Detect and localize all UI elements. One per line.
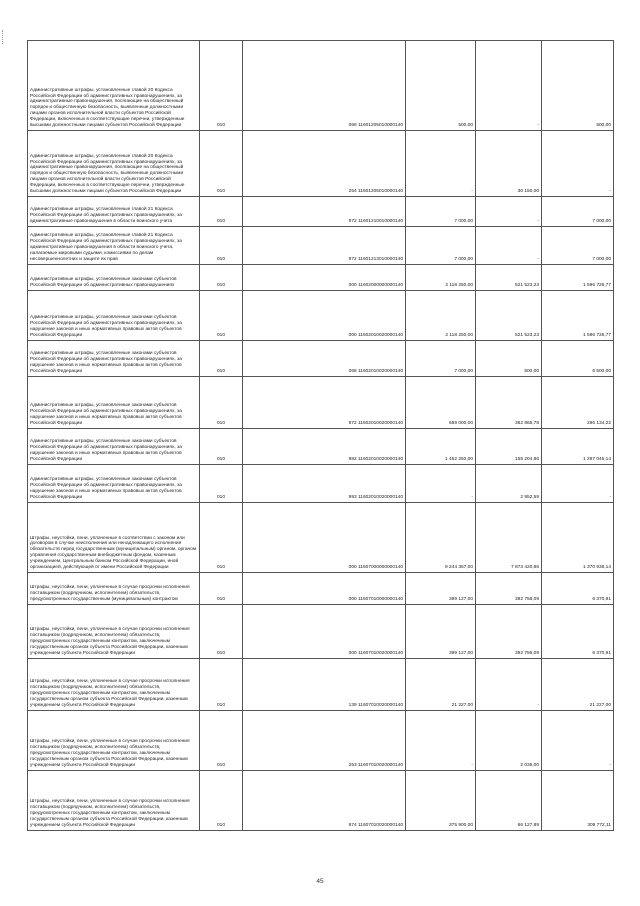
scan-mark (2, 30, 5, 44)
row-unexecuted-amount-cell: 6 370,91 (542, 605, 614, 659)
row-executed-amount-cell: 521 523,23 (476, 291, 542, 341)
table-row (28, 291, 614, 341)
row-budget-code-cell: 000 11602010020000140 (243, 291, 406, 341)
row-name-cell: Административные штрафы, установленные законами субъектов Российской Федерации об административных правонарушениях, за нарушение законов и иных нормативных правовых актов субъектов Российской Федерации (28, 341, 200, 377)
row-line-code-cell: 010 (200, 503, 243, 573)
table-row (28, 711, 614, 771)
table-row (28, 605, 614, 659)
row-approved-amount-cell: 7 000,00 (406, 197, 476, 227)
row-line-code-cell: 010 (200, 227, 243, 265)
row-line-code-cell: 010 (200, 341, 243, 377)
row-line-code-cell: 010 (200, 291, 243, 341)
row-unexecuted-amount-cell: 1 596 726,77 (542, 291, 614, 341)
row-budget-code-cell: 972 11601210010000140 (243, 197, 406, 227)
row-executed-amount-cell: 362 865,78 (476, 377, 542, 429)
row-budget-code-cell: 253 11607010020000140 (243, 711, 406, 771)
row-approved-amount-cell: 7 000,00 (406, 341, 476, 377)
row-unexecuted-amount-cell: 296 134,22 (542, 377, 614, 429)
row-unexecuted-amount-cell: 6 370,91 (542, 573, 614, 605)
row-executed-amount-cell: 392 756,09 (476, 573, 542, 605)
row-line-code-cell: 010 (200, 41, 243, 131)
row-name-cell: Штрафы, неустойки, пени, уплаченные в случае просрочки исполнения поставщиком (подрядчиком, исполнителем) обязательств, предусмотренных государственным контрактом, заключенным государственным органом субъекта Российской Федерации, казенным учреждением субъекта Российской Федерации (28, 605, 200, 659)
row-name-cell: Штрафы, неустойки, пени, уплаченные в случае просрочки исполнения поставщиком (подрядчиком, исполнителем) обязательств, предусмотренных государственным (муниципальным) контрактом (28, 573, 200, 605)
row-budget-code-cell: 000 11607010020000140 (243, 605, 406, 659)
row-approved-amount-cell: 399 127,00 (406, 573, 476, 605)
table-row (28, 771, 614, 831)
row-name-cell: Штрафы, неустойки, пени, уплаченные в случае просрочки исполнения поставщиком (подрядчиком, исполнителем) обязательств, предусмотренных государственным контрактом, заключенным государственным органом субъекта Российской Федерации, казенным учреждением субъекта Российской Федерации (28, 659, 200, 711)
row-approved-amount-cell: 7 000,00 (406, 227, 476, 265)
row-name-cell: Административные штрафы, установленные главой 20 Кодекса Российской Федерации об административных правонарушениях, за административные правонарушения, посягающие на общественный порядок и общественную безопасность, выявленные должностными лицами органов исполнительной власти субъектов Российской Федерации, включенных в соответствующие перечни, утвержденные высшими должностными лицами субъектов Российской Федерации (28, 41, 200, 131)
row-approved-amount-cell: 399 127,00 (406, 605, 476, 659)
row-executed-amount-cell: 7 873 420,86 (476, 503, 542, 573)
table-row (28, 341, 614, 377)
row-name-cell: Административные штрафы, установленные законами субъектов Российской Федерации об административных правонарушениях, за нарушение законов и иных нормативных правовых актов субъектов Российской Федерации (28, 291, 200, 341)
row-executed-amount-cell: 392 756,09 (476, 605, 542, 659)
table-row (28, 465, 614, 503)
row-budget-code-cell: 139 11607010020000140 (243, 659, 406, 711)
row-line-code-cell: 010 (200, 197, 243, 227)
row-unexecuted-amount-cell: 500,00 (542, 41, 614, 131)
table-row (28, 131, 614, 197)
row-executed-amount-cell: 155 204,86 (476, 429, 542, 465)
row-approved-amount-cell: 500,00 (406, 41, 476, 131)
table-row (28, 503, 614, 573)
row-name-cell: Административные штрафы, установленные главой 21 Кодекса Российской Федерации об административных правонарушениях, за административные правонарушения в области воинского учета (28, 197, 200, 227)
row-unexecuted-amount-cell: - (542, 131, 614, 197)
row-name-cell: Административные штрафы, установленные законами субъектов Российской Федерации об административных правонарушениях, за нарушение законов и иных нормативных правовых актов субъектов Российской Федерации (28, 429, 200, 465)
table-row (28, 197, 614, 227)
row-unexecuted-amount-cell: 21 227,00 (542, 659, 614, 711)
revenue-report-table (27, 40, 614, 831)
row-executed-amount-cell: 2 035,00 (476, 711, 542, 771)
row-line-code-cell: 010 (200, 771, 243, 831)
row-budget-code-cell: 972 11601213010000140 (243, 227, 406, 265)
row-line-code-cell: 010 (200, 659, 243, 711)
row-approved-amount-cell: 375 900,00 (406, 771, 476, 831)
row-name-cell: Штрафы, неустойки, пени, уплаченные в случае просрочки исполнения поставщиком (подрядчиком, исполнителем) обязательств, предусмотренных государственным контрактом, заключенным государственным органом субъекта Российской Федерации, казенным учреждением субъекта Российской Федерации (28, 771, 200, 831)
row-name-cell: Штрафы, неустойки, пени, уплаченные в случае просрочки исполнения поставщиком (подрядчиком, исполнителем) обязательств, предусмотренных государственным контрактом, заключенным государственным органом субъекта Российской Федерации, казенным учреждением субъекта Российской Федерации (28, 711, 200, 771)
row-approved-amount-cell: - (406, 711, 476, 771)
row-name-cell: Административные штрафы, установленные главой 21 Кодекса Российской Федерации об административных правонарушениях, за административные правонарушения в области воинского учета, налагаемые мировыми судьями, комиссиями по делам несовершеннолетних и защите их прав (28, 227, 200, 265)
row-executed-amount-cell: - (476, 197, 542, 227)
row-executed-amount-cell: 66 127,89 (476, 771, 542, 831)
row-line-code-cell: 010 (200, 377, 243, 429)
row-unexecuted-amount-cell: - (542, 711, 614, 771)
row-budget-code-cell: 254 11601205010000140 (243, 131, 406, 197)
row-line-code-cell: 010 (200, 131, 243, 197)
row-line-code-cell: 010 (200, 429, 243, 465)
row-budget-code-cell: 068 11602010020000140 (243, 341, 406, 377)
row-unexecuted-amount-cell: 7 000,00 (542, 197, 614, 227)
row-approved-amount-cell: 659 000,00 (406, 377, 476, 429)
row-unexecuted-amount-cell: 1 596 726,77 (542, 265, 614, 291)
row-unexecuted-amount-cell: 1 297 045,14 (542, 429, 614, 465)
row-budget-code-cell: 974 11607010020000140 (243, 771, 406, 831)
table-row (28, 659, 614, 711)
row-line-code-cell: 010 (200, 711, 243, 771)
row-name-cell: Административные штрафы, установленные законами субъектов Российской Федерации об административных правонарушениях, за нарушение законов и иных нормативных правовых актов субъектов Российской Федерации (28, 465, 200, 503)
table-row (28, 227, 614, 265)
row-unexecuted-amount-cell: 1 370 936,14 (542, 503, 614, 573)
row-line-code-cell: 010 (200, 573, 243, 605)
row-executed-amount-cell: 2 952,59 (476, 465, 542, 503)
page-number: 45 (316, 878, 324, 885)
row-line-code-cell: 010 (200, 605, 243, 659)
row-budget-code-cell: 000 11607000000000140 (243, 503, 406, 573)
report-table-body (28, 41, 614, 831)
table-row (28, 573, 614, 605)
row-budget-code-cell: 000 11602000000000140 (243, 265, 406, 291)
row-name-cell: Штрафы, неустойки, пени, уплаченные в соответствии с законом или договором в случае неисполнения или ненадлежащего исполнения обязательств перед государственным (муниципальным) органом, органом управления государственным внебюджетным фондом, казенным учреждением, Центральным банком Российской Федерации, иной организацией, действующей от имени Российской Федерации (28, 503, 200, 573)
row-executed-amount-cell: 521 523,23 (476, 265, 542, 291)
row-budget-code-cell: 993 11602010020000140 (243, 465, 406, 503)
row-executed-amount-cell: - (476, 659, 542, 711)
row-approved-amount-cell: 2 118 250,00 (406, 265, 476, 291)
row-name-cell: Административные штрафы, установленные главой 20 Кодекса Российской Федерации об административных правонарушениях, за административные правонарушения, посягающие на общественный порядок и общественную безопасность, выявленные должностными лицами органов исполнительной власти субъектов Российской Федерации, включенных в соответствующие перечни, утвержденные высшими должностными лицами субъектов Российской Федерации (28, 131, 200, 197)
row-executed-amount-cell: 30 150,00 (476, 131, 542, 197)
row-executed-amount-cell: - (476, 41, 542, 131)
row-approved-amount-cell: - (406, 131, 476, 197)
row-unexecuted-amount-cell: 309 772,11 (542, 771, 614, 831)
row-line-code-cell: 010 (200, 265, 243, 291)
row-executed-amount-cell: - (476, 227, 542, 265)
row-approved-amount-cell: 2 118 250,00 (406, 291, 476, 341)
row-budget-code-cell: 000 11607010000000140 (243, 573, 406, 605)
row-approved-amount-cell: 9 244 357,00 (406, 503, 476, 573)
table-row (28, 41, 614, 131)
row-budget-code-cell: 972 11602010020000140 (243, 377, 406, 429)
row-approved-amount-cell: - (406, 465, 476, 503)
table-row (28, 265, 614, 291)
row-line-code-cell: 010 (200, 465, 243, 503)
row-name-cell: Административные штрафы, установленные законами субъектов Российской Федерации об административных правонарушениях, за нарушение законов и иных нормативных правовых актов субъектов Российской Федерации (28, 377, 200, 429)
table-row (28, 377, 614, 429)
row-name-cell: Административные штрафы, установленные законами субъектов Российской Федерации об административных правонарушениях (28, 265, 200, 291)
row-budget-code-cell: 068 11601205010000140 (243, 41, 406, 131)
row-executed-amount-cell: 500,00 (476, 341, 542, 377)
row-unexecuted-amount-cell: - (542, 465, 614, 503)
row-approved-amount-cell: 21 227,00 (406, 659, 476, 711)
table-row (28, 429, 614, 465)
row-unexecuted-amount-cell: 7 000,00 (542, 227, 614, 265)
row-budget-code-cell: 982 11602010020000140 (243, 429, 406, 465)
row-unexecuted-amount-cell: 6 500,00 (542, 341, 614, 377)
row-approved-amount-cell: 1 452 250,00 (406, 429, 476, 465)
